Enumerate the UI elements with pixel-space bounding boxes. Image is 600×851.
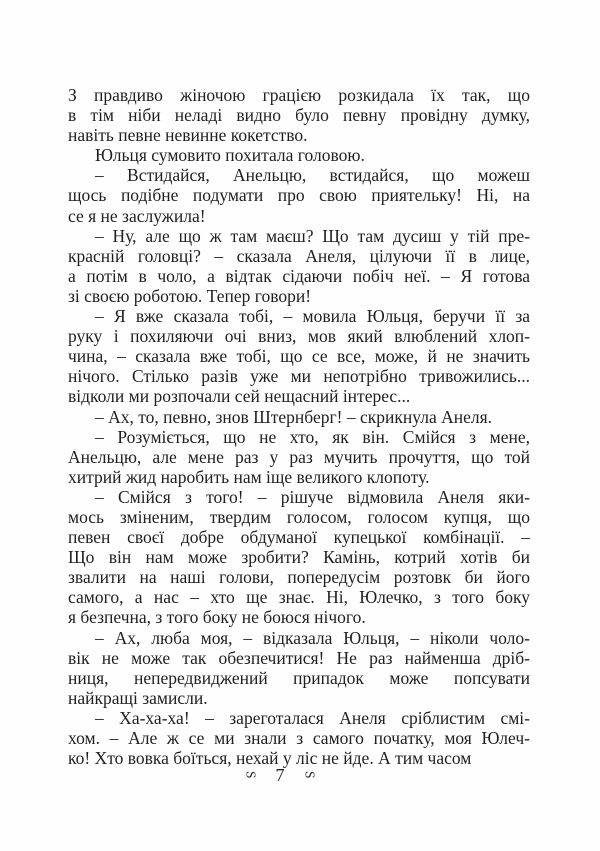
text-block xyxy=(68,85,530,768)
text-line: щось подібне подумати про свою приятельку! Ні, на xyxy=(68,185,530,206)
text-line: Анельцю, але мене раз у раз мучить прочуття, що той xyxy=(68,446,530,467)
text-line: а потім в чоло, а відтак сідаючи побіч неї. – Я готова xyxy=(68,265,530,286)
text-line: – Ха-ха-ха! – зареготалася Анеля сріблистим смі- xyxy=(95,707,530,728)
page-number: 7 xyxy=(275,765,285,785)
text-line: – Ах, люба моя, – відказала Юльця, – ніколи чоло- xyxy=(95,627,530,648)
paragraph xyxy=(68,145,530,165)
lazy-s-ornament-left: S xyxy=(243,771,259,779)
text-line: Що він нам може зробити? Камінь, котрий хотів би xyxy=(68,547,530,568)
text-line: самого, а нас – хто ще знає. Ні, Юлечко, з того боку xyxy=(68,587,530,608)
text-line: – Я вже сказала тобі, – мовила Юльця, беручи її за xyxy=(95,306,530,327)
paragraph xyxy=(68,708,530,768)
text-line: – Розуміється, що не хто, як він. Смійся з мене, xyxy=(95,426,530,447)
text-line: ниця, непередвиджений припадок може попсувати xyxy=(68,667,530,688)
paragraph xyxy=(68,306,530,406)
text-line: – Смійся з того! – рішуче відмовила Анеля яки- xyxy=(95,486,530,507)
text-line: чина, – сказала вже тобі, що се все, може, й не значить xyxy=(68,346,530,367)
text-line: ко! Хто вовка боїться, нехай у ліс не йде. А тим часом xyxy=(68,748,472,769)
text-line: З правдиво жіночою грацією розкидала їх так, що xyxy=(68,85,530,105)
paragraph xyxy=(68,85,530,145)
text-line: зі своєю роботою. Тепер говори! xyxy=(68,285,312,306)
text-line: нічого. Стілько разів уже ми непотрібно тривожились... xyxy=(68,366,530,387)
text-line: – Ах, то, певно, знов Штернберг! – скрикнула Анеля. xyxy=(95,406,493,427)
text-line: вік не може так обезпечитися! Не раз найменша дріб- xyxy=(68,647,530,668)
paragraph xyxy=(68,226,530,306)
text-line: – Встидайся, Анельцю, встидайся, що можеш xyxy=(95,165,530,186)
paragraph xyxy=(68,165,530,225)
page-footer xyxy=(0,764,560,786)
text-line: руку і похиляючи очі вниз, мов який влюблений хлоп- xyxy=(68,326,530,347)
text-line: се я не заслужила! xyxy=(68,205,206,226)
text-line: навіть певне невинне кокетство. xyxy=(68,125,308,146)
text-line: мось зміненим, твердим голосом, голосом купця, що xyxy=(68,506,530,527)
text-line: звалити на наші голови, попередусім розтовк би його xyxy=(68,567,530,588)
lazy-s-ornament-right: S xyxy=(302,771,318,779)
text-line: в тім ніби неладі видно було певну провідну думку, xyxy=(68,105,530,126)
text-line: відколи ми розпочали сей нещасний інтерес... xyxy=(68,386,411,407)
text-line: красній головці? – сказала Анеля, цілуючи її в лице, xyxy=(68,245,530,266)
text-line: хом. – Але ж се ми знали з самого початку, моя Юлеч- xyxy=(68,728,530,748)
text-line: я безпечна, з того боку не боюся нічого. xyxy=(68,607,366,628)
text-line: – Ну, але що ж там маєш? Що там дусиш у тій пре- xyxy=(95,225,530,246)
paragraph xyxy=(68,628,530,708)
text-line: Юльця сумовито похитала головою. xyxy=(95,145,365,166)
paragraph xyxy=(68,407,530,427)
text-line: хитрий жид наробить нам іще великого клопоту. xyxy=(68,466,430,487)
paragraph xyxy=(68,427,530,487)
text-line: певен своєї добре обдуманої купецької комбінації. – xyxy=(68,527,530,548)
text-line: найкращі замисли. xyxy=(68,687,208,708)
paragraph xyxy=(68,487,530,628)
